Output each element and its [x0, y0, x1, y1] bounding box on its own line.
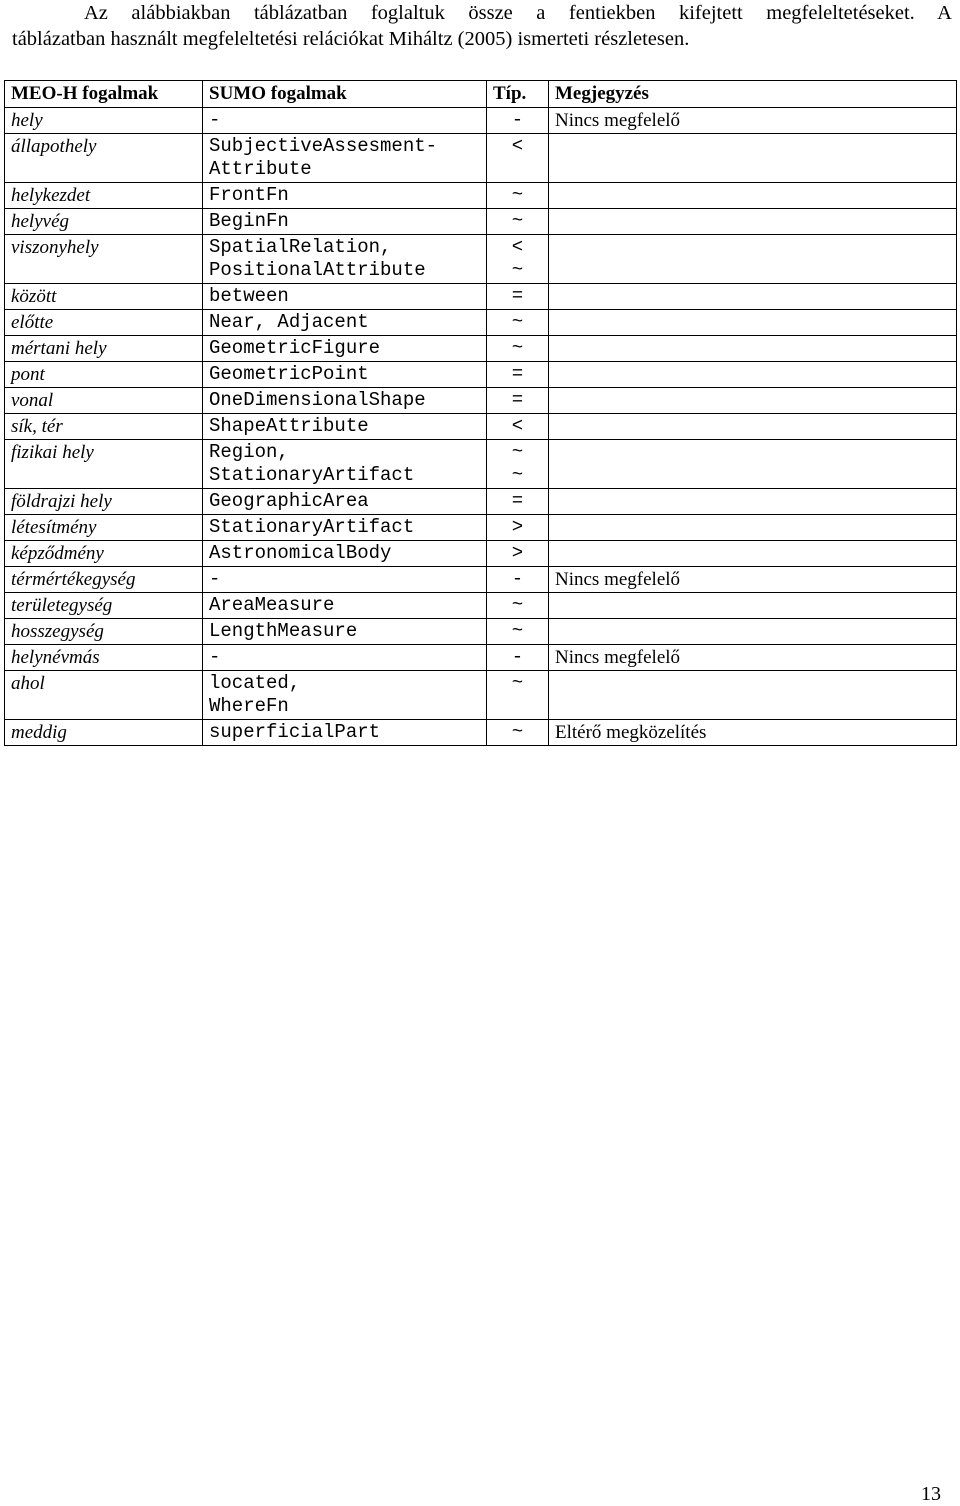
sumo-term-cell: - [203, 645, 487, 671]
note-cell [549, 671, 957, 720]
relation-type-cell: < [487, 414, 549, 440]
note-cell [549, 310, 957, 336]
sumo-term-cell: LengthMeasure [203, 619, 487, 645]
note-cell [549, 619, 957, 645]
table-row [5, 720, 957, 746]
sumo-term-cell: OneDimensionalShape [203, 388, 487, 414]
table-body [5, 108, 957, 746]
note-cell [549, 388, 957, 414]
meo-term-cell: hely [5, 108, 203, 134]
header-type: Típ. [487, 81, 549, 108]
sumo-term-cell: StationaryArtifact [203, 515, 487, 541]
meo-term-cell: állapothely [5, 134, 203, 183]
meo-term-cell: helykezdet [5, 183, 203, 209]
meo-term-cell: között [5, 284, 203, 310]
note-cell [549, 515, 957, 541]
relation-type-cell: ~ [487, 671, 549, 720]
header-meo: MEO-H fogalmak [5, 81, 203, 108]
meo-term-cell: létesítmény [5, 515, 203, 541]
sumo-term-cell: Near, Adjacent [203, 310, 487, 336]
sumo-term-cell: AstronomicalBody [203, 541, 487, 567]
note-cell [549, 440, 957, 489]
table-row [5, 108, 957, 134]
table-row [5, 541, 957, 567]
note-cell [549, 284, 957, 310]
table-row [5, 440, 957, 489]
table-row [5, 515, 957, 541]
sumo-term-cell: located, WhereFn [203, 671, 487, 720]
sumo-term-cell: superficialPart [203, 720, 487, 746]
sumo-term-cell: Region, StationaryArtifact [203, 440, 487, 489]
meo-term-cell: sík, tér [5, 414, 203, 440]
table-row [5, 671, 957, 720]
table-row [5, 414, 957, 440]
note-cell: Nincs megfelelő [549, 567, 957, 593]
table-row [5, 310, 957, 336]
note-cell [549, 593, 957, 619]
table-row [5, 235, 957, 284]
meo-term-cell: területegység [5, 593, 203, 619]
table-row [5, 645, 957, 671]
relation-type-cell: ~ [487, 336, 549, 362]
sumo-term-cell: between [203, 284, 487, 310]
relation-type-cell: = [487, 362, 549, 388]
sumo-term-cell: SpatialRelation, PositionalAttribute [203, 235, 487, 284]
sumo-term-cell: FrontFn [203, 183, 487, 209]
table-row [5, 593, 957, 619]
meo-term-cell: hosszegység [5, 619, 203, 645]
table-row [5, 183, 957, 209]
meo-term-cell: viszonyhely [5, 235, 203, 284]
relation-type-cell: = [487, 489, 549, 515]
relation-type-cell: < ~ [487, 235, 549, 284]
note-cell [549, 336, 957, 362]
meo-term-cell: meddig [5, 720, 203, 746]
sumo-term-cell: ShapeAttribute [203, 414, 487, 440]
note-cell [549, 541, 957, 567]
relation-type-cell: ~ [487, 310, 549, 336]
note-cell: Nincs megfelelő [549, 645, 957, 671]
note-cell [549, 235, 957, 284]
table-header-row [5, 81, 957, 108]
sumo-term-cell: GeometricFigure [203, 336, 487, 362]
meo-term-cell: képződmény [5, 541, 203, 567]
table-row [5, 336, 957, 362]
note-cell [549, 209, 957, 235]
sumo-term-cell: SubjectiveAssesment- Attribute [203, 134, 487, 183]
intro-paragraph [12, 0, 952, 52]
relation-type-cell: = [487, 284, 549, 310]
sumo-term-cell: BeginFn [203, 209, 487, 235]
note-cell [549, 414, 957, 440]
sumo-term-cell: GeometricPoint [203, 362, 487, 388]
relation-type-cell: = [487, 388, 549, 414]
table-row [5, 567, 957, 593]
relation-type-cell: - [487, 567, 549, 593]
relation-type-cell: - [487, 108, 549, 134]
table-row [5, 388, 957, 414]
note-cell [549, 489, 957, 515]
note-cell: Nincs megfelelő [549, 108, 957, 134]
relation-type-cell: ~ [487, 593, 549, 619]
sumo-term-cell: AreaMeasure [203, 593, 487, 619]
relation-type-cell: ~ ~ [487, 440, 549, 489]
table-row [5, 362, 957, 388]
header-sumo: SUMO fogalmak [203, 81, 487, 108]
meo-term-cell: térmértékegység [5, 567, 203, 593]
page-number: 13 [921, 1483, 941, 1505]
sumo-term-cell: GeographicArea [203, 489, 487, 515]
sumo-term-cell: - [203, 567, 487, 593]
relation-type-cell: < [487, 134, 549, 183]
table-row [5, 284, 957, 310]
mapping-table [4, 80, 957, 746]
note-cell [549, 134, 957, 183]
table-row [5, 209, 957, 235]
note-cell [549, 362, 957, 388]
intro-line-1: Az alábbiakban táblázatban foglaltuk össze a fentiekben kifejtett megfeleltetéseket. A [84, 2, 952, 24]
header-note: Megjegyzés [549, 81, 957, 108]
meo-term-cell: fizikai hely [5, 440, 203, 489]
table-row [5, 619, 957, 645]
table-row [5, 489, 957, 515]
relation-type-cell: ~ [487, 209, 549, 235]
sumo-term-cell: - [203, 108, 487, 134]
meo-term-cell: előtte [5, 310, 203, 336]
relation-type-cell: ~ [487, 619, 549, 645]
meo-term-cell: pont [5, 362, 203, 388]
meo-term-cell: földrajzi hely [5, 489, 203, 515]
relation-type-cell: > [487, 541, 549, 567]
relation-type-cell: ~ [487, 720, 549, 746]
note-cell [549, 183, 957, 209]
relation-type-cell: - [487, 645, 549, 671]
note-cell: Eltérő megközelítés [549, 720, 957, 746]
table-row [5, 134, 957, 183]
meo-term-cell: helynévmás [5, 645, 203, 671]
meo-term-cell: ahol [5, 671, 203, 720]
relation-type-cell: ~ [487, 183, 549, 209]
intro-line-2: táblázatban használt megfeleltetési relációkat Miháltz (2005) ismerteti részletesen. [12, 28, 690, 50]
relation-type-cell: > [487, 515, 549, 541]
meo-term-cell: vonal [5, 388, 203, 414]
meo-term-cell: mértani hely [5, 336, 203, 362]
meo-term-cell: helyvég [5, 209, 203, 235]
